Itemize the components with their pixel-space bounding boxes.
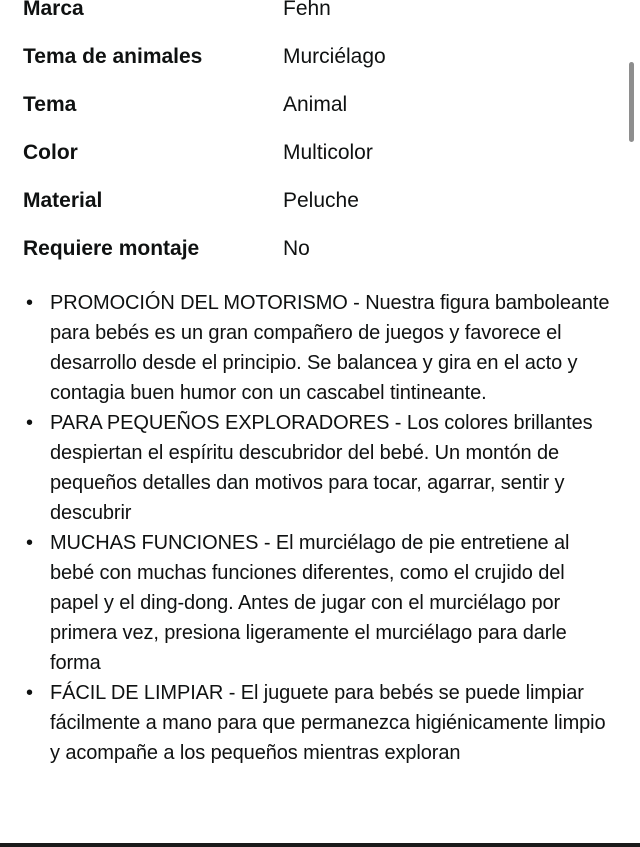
bullet-icon: • xyxy=(26,412,34,434)
spec-row-brand xyxy=(23,0,613,42)
bullet-text: FÁCIL DE LIMPIAR - El juguete para bebés se puede limpiar fácilmente a mano para que permanezca higiénicamente limpio y acompañe a los pequeños mientras exploran xyxy=(50,682,606,764)
scrollbar[interactable] xyxy=(629,62,634,142)
spec-row-animal-theme xyxy=(23,42,613,90)
spec-label: Requiere montaje xyxy=(23,237,200,260)
bottom-divider xyxy=(0,843,640,847)
bullet-icon: • xyxy=(26,682,34,704)
spec-label: Tema xyxy=(23,93,77,116)
bullet-icon: • xyxy=(26,292,34,314)
list-item xyxy=(24,408,614,528)
bullet-text: PARA PEQUEÑOS EXPLORADORES - Los colores brillantes despiertan el espíritu descubridor del bebé. Un montón de pequeños detalles dan motivos para tocar, agarrar, sentir y descubrir xyxy=(50,412,593,524)
spec-value: Animal xyxy=(283,93,348,116)
spec-row-material xyxy=(23,186,613,234)
bullet-icon: • xyxy=(26,532,34,554)
bullet-text: MUCHAS FUNCIONES - El murciélago de pie entretiene al bebé con muchas funciones diferentes, como el crujido del papel y el ding-dong. Antes de jugar con el murciélago por primera vez, presiona ligeramente el murciélago para darle forma xyxy=(50,532,570,674)
spec-label: Tema de animales xyxy=(23,45,203,68)
list-item xyxy=(24,678,614,768)
spec-row-color xyxy=(23,138,613,186)
bullet-text: PROMOCIÓN DEL MOTORISMO - Nuestra figura bamboleante para bebés es un gran compañero de juegos y favorece el desarrollo desde el principio. Se balancea y gira en el acto y contagia buen humor con un cascabel tintineante. xyxy=(50,292,610,404)
spec-value: Multicolor xyxy=(283,141,373,164)
list-item xyxy=(24,288,614,408)
product-specs-table xyxy=(23,0,613,282)
spec-row-theme xyxy=(23,90,613,138)
spec-value: Fehn xyxy=(283,0,331,20)
spec-label: Marca xyxy=(23,0,84,20)
spec-label: Material xyxy=(23,189,103,212)
feature-bullet-list xyxy=(24,288,614,768)
spec-value: Murciélago xyxy=(283,45,386,68)
spec-value: Peluche xyxy=(283,189,359,212)
spec-label: Color xyxy=(23,141,78,164)
list-item xyxy=(24,528,614,678)
spec-row-assembly xyxy=(23,234,613,282)
spec-value: No xyxy=(283,237,310,260)
